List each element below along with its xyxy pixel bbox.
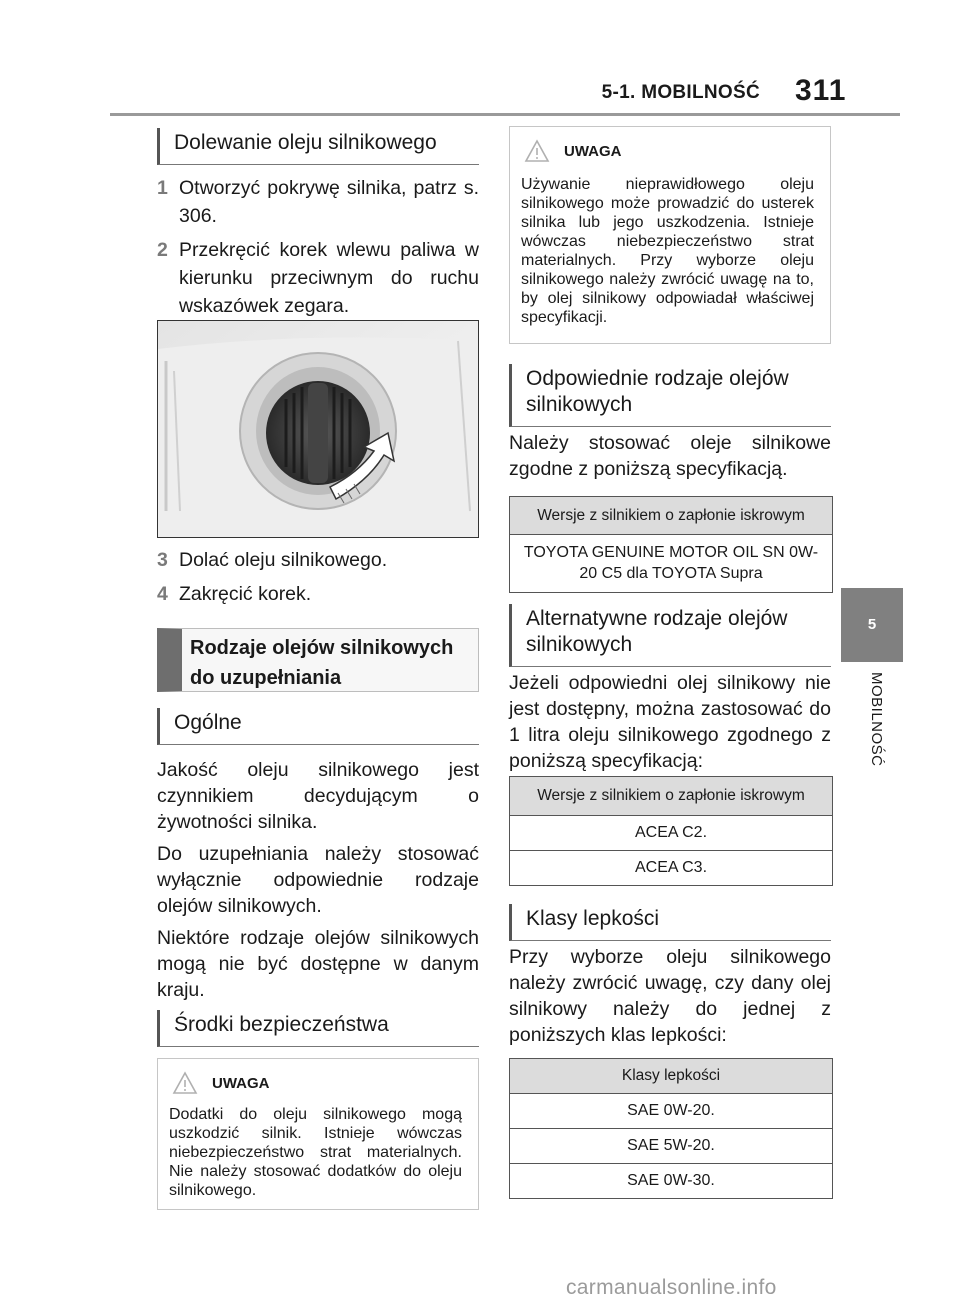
table-suitable-oils <box>509 496 833 593</box>
table-row: SAE 0W-30. <box>627 1172 715 1189</box>
table-row: ACEA C2. <box>510 816 832 851</box>
heading-viscosity: Klasy lepkości <box>509 904 831 941</box>
heading-adding-oil: Dolewanie oleju silnikowego <box>157 128 479 165</box>
heading-suitable-oils: Odpowiednie rodzaje olejów silnikowych <box>509 364 831 427</box>
oil-filler-cap-illustration <box>157 320 479 538</box>
page-number: 311 <box>795 74 847 107</box>
warning-text: Używanie nieprawidłowego oleju silnikowego może prowadzić do usterek silnika lub jego uszkodzenia. Istnieje wówczas niebezpieczeństwo strat materialnych. Przy wyborze oleju silnikowego należy zwrócić uwagę na to, by olej silnikowy odpowiadał właściwej specyfikacji. <box>521 176 814 326</box>
table-row: ACEA C3. <box>634 859 708 876</box>
warning-box-wrong-oil <box>509 126 831 344</box>
warning-header: UWAGA <box>510 127 830 163</box>
table-row: SAE 0W-20. <box>510 1094 832 1129</box>
table-header: Wersje z silnikiem o zapłonie iskrowym <box>510 497 832 535</box>
warning-triangle-icon <box>172 1071 198 1095</box>
steps-list-b <box>157 546 479 608</box>
warning-box-additives <box>157 1058 479 1210</box>
steps-list-a <box>157 174 479 320</box>
step-item: 2 Przekręcić korek wlewu paliwa w kierunku przeciwnym do ruchu wskazówek zegara. <box>157 239 479 317</box>
running-header-section: 5-1. MOBILNOŚĆ <box>601 82 760 103</box>
chapter-tab-label: MOBILNOŚĆ <box>868 672 885 767</box>
step-item: 4 Zakręcić korek. <box>157 583 312 605</box>
paragraph: Do uzupełniania należy stosować wyłącznie odpowiednie rodzaje olejów silnikowych. <box>157 843 479 917</box>
heading-safety: Środki bezpieczeństwa <box>157 1010 479 1047</box>
paragraph: Niektóre rodzaje olejów silnikowych mogą nie być dostępne w danym kraju. <box>157 927 479 1001</box>
watermark: carmanualsonline.info <box>566 1276 777 1299</box>
heading-oil-types: Rodzaje olejów silnikowych do uzupełniania <box>157 628 479 692</box>
heading-general: Ogólne <box>157 708 479 745</box>
alternative-oils-text: Jeżeli odpowiedni olej silnikowy nie jest dostępny, można zastosować do 1 litra oleju silnikowego zgodnego z poniższą specyfikacją: <box>509 672 831 772</box>
chapter-tab-number[interactable]: 5 <box>841 588 903 662</box>
heading-alternative-oils: Alternatywne rodzaje olejów silnikowych <box>509 604 831 667</box>
step-item: 3 Dolać oleju silnikowego. <box>157 549 388 571</box>
table-row: SAE 5W-20. <box>510 1129 832 1164</box>
warning-text: Dodatki do oleju silnikowego mogą uszkodzić silnik. Istnieje wówczas niebezpieczeństwo strat materialnych. Nie należy stosować dodatków do oleju silnikowego. <box>169 1106 462 1199</box>
oil-cap-drawing <box>158 321 478 537</box>
table-viscosity <box>509 1058 833 1199</box>
warning-triangle-icon <box>524 139 550 163</box>
table-alternative-oils <box>509 776 833 886</box>
warning-header: UWAGA <box>158 1059 478 1095</box>
table-header: Wersje z silnikiem o zapłonie iskrowym <box>510 777 832 816</box>
general-text <box>157 757 479 1003</box>
step-item: 1 Otworzyć pokrywę silnika, patrz s. 306. <box>157 177 479 227</box>
table-header: Klasy lepkości <box>510 1059 832 1094</box>
table-row: TOYOTA GENUINE MOTOR OIL SN 0W-20 C5 dla TOYOTA Supra <box>523 544 819 582</box>
header-divider <box>110 113 900 116</box>
paragraph: Jakość oleju silnikowego jest czynnikiem decydującym o żywotności silnika. <box>157 759 479 833</box>
viscosity-text: Przy wyborze oleju silnikowego należy zwrócić uwagę, czy dany olej silnikowy należy do jednej z poniższych klas lepkości: <box>509 946 831 1046</box>
suitable-oils-text: Należy stosować oleje silnikowe zgodne z poniższą specyfikacją. <box>509 432 831 480</box>
